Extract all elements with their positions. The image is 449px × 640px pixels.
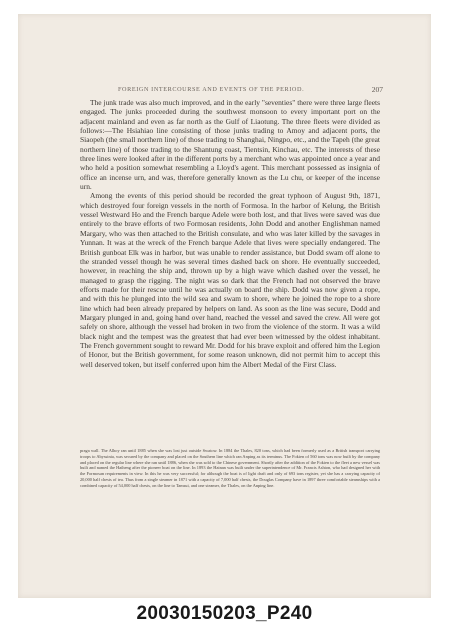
- running-title: FOREIGN INTERCOURSE AND EVENTS OF THE PERIOD.: [118, 86, 305, 93]
- page-number: 207: [371, 85, 383, 94]
- page-header: [18, 86, 431, 96]
- image-caption: 20030150203_P240: [136, 603, 313, 624]
- book-page: [18, 14, 431, 598]
- paragraph: The junk trade was also much improved, and in the early "seventies" there were three large fleets engaged. The junks proceeded during the southwest monsoon to every important port on the adjacent mainland and even as far north as the Gulf of Liaotung. The three fleets were divided as follows:—The Hsiahiao line consisting of those junks trading to Amoy and adjacent ports, the Siaopeh (the small northern line) of those trading to Shanghai, Ningpo, etc., and the Tapeh (the great northern line) of those trading to the Shantung coast, Tientsin, Kinchau, etc. The interests of these three lines were looked after in the different ports by a merchant who was appointed once a year and who held a position somewhat resembling a Lloyd's agent. This merchant possessed as insignia of office an incense urn, and was, therefore generally known as the Lu chu, or keeper of the incense urn.: [80, 98, 380, 192]
- footnote: praga wall. The Alhoy ran until 1885 when she was lost just outside Swatow. In 1884 the Thales, 820 tons, which had been formerly used as a British transport carrying troops to Abyssinia, was secured by the company and placed on the Southern line which ran Anping as its terminus. The Fokien of 560 tons was now built by the company and placed on the regular line where she ran until 1886, when she was sold to the Chinese government. Shortly after the addition of the Fokien to the fleet a new vessel was built and named the Haiheng after the pioneer boat on the line. In 1893 the Hainan was built under the superintendence of Mr. Francis Ashton, who had designed her with the Formosan requirements in view. In this he was very successful; for although the boat is of light draft and only of 693 tons register, yet she has a carrying capacity of 20,000 half chests of tea. Thus from a single steamer in 1871 with a capacity of 7,000 half chests, the Douglas Company have in 1897 three comfortable steamships with a combined capacity of 54,000 half chests, on the line to Tamsui, and one steamer, the Thales, on the Anping line.: [80, 448, 380, 488]
- body-text: [80, 98, 380, 369]
- paragraph: Among the events of this period should be recorded the great typhoon of August 9th, 1871, which destroyed four foreign vessels in the north of Formosa. In the harbor of Kelung, the British vessel Westward Ho and the French barque Adele were both lost, and that lives were saved was due entirely to the brave efforts of two Formosan residents, John Dodd and another Englishman named Margary, who was then attached to the British consulate, and who was later killed by the savages in Yunnan. It was at the wreck of the French barque Adele that lives were specially endangered. The British gunboat Elk was in harbor, but was unable to render assistance, but Dodd swam off alone to the stranded vessel though he was several times dashed back on shore. He eventually succeeded, however, in reaching the ship and, thrown up by a high wave which dashed over the vessel, he managed to grasp the rigging. The night was so dark that the French had not observed the brave efforts made for their rescue until he was actually on board the ship. Dodd was now given a rope, and with this he plunged into the wild sea and swam to shore, where he joined the rope to a shore line which had been already prepared by helpers on land. As soon as the line was secure, Dodd and Margary plunged in and, going hand over hand, reached the vessel and saved the crew. All were got safely on shore, although the vessel had broken in two from the violence of the storm. It was a wild black night and the tempest was the greatest that had ever been witnessed by the oldest inhabitant. The French government sought to reward Mr. Dodd for his brave exploit and offered him the Legion of Honor, but the British government, for some reason unknown, did not permit him to accept this well deserved token, but itself conferred upon him the Albert Medal of the First Class.: [80, 191, 380, 369]
